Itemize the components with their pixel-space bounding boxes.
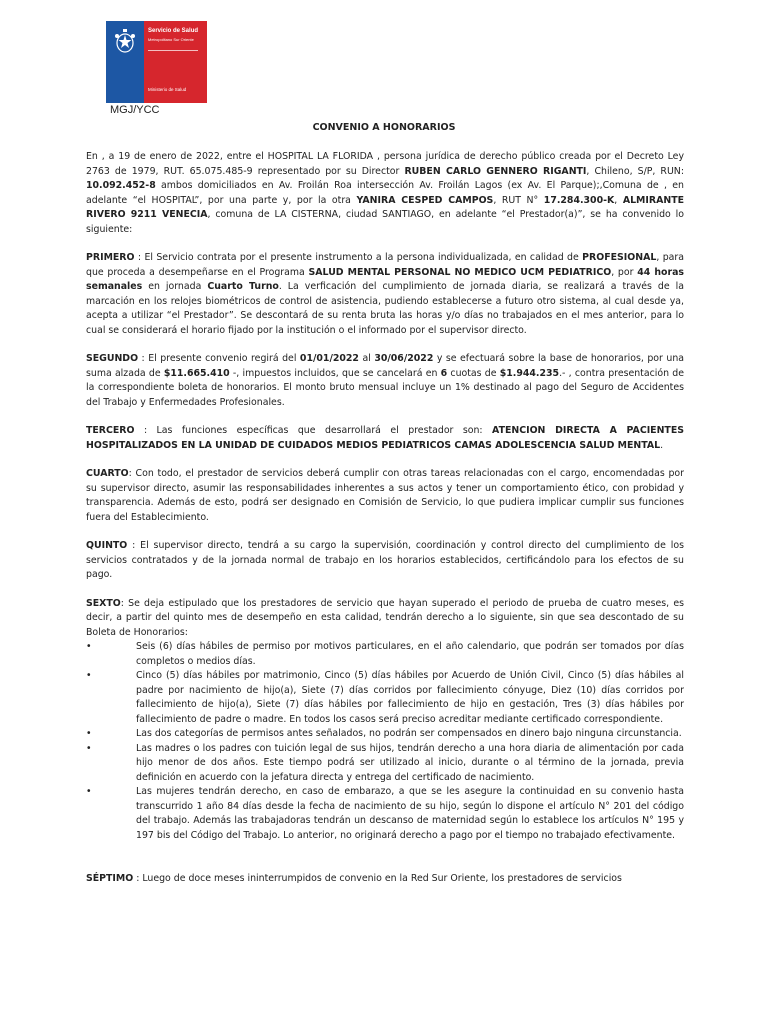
document-body: [86, 150, 684, 901]
list-item-text: Las dos categorías de permisos antes señalados, no podrán ser compensados en dinero bajo ninguna circunstancia.: [136, 728, 682, 739]
intro-text: En , a 19 de enero de 2022, entre el HOSPITAL LA FLORIDA , persona jurídica de derecho público creada por el Decreto Ley 2763 de 1979, RUT. 65.075.485-9 representado por su Director: [86, 151, 684, 177]
bullet-icon: •: [86, 786, 92, 797]
clause-sexto: [86, 597, 684, 641]
clause-text: , por: [611, 266, 638, 278]
clause-highlight: 01/01/2022: [299, 353, 359, 364]
clause-highlight: ATENCION DIRECTA A PACIENTES HOSPITALIZADOS EN LA UNIDAD DE CUIDADOS MEDIOS PEDIATRICOS CAMAS ADOLESCENCIA SALUD MENTAL: [86, 425, 684, 451]
list-item: [86, 640, 684, 669]
document-title: CONVENIO A HONORARIOS: [312, 122, 456, 133]
clause-text: y se efectuará sobre la base de honorarios, por una suma alzada de: [86, 353, 685, 379]
clause-text: : Se deja estipulado que los prestadores de servicio que hayan superado el periodo de prueba de cuatro meses, es decir, a partir del quinto mes de desempeño en esta calidad, tendrán derecho a lo siguiente, sin que sea descontado de su Boleta de Honorarios:: [86, 597, 684, 638]
clause-label: CUARTO: [86, 468, 129, 479]
clause-text: al: [358, 353, 375, 364]
logo-blue-band: [106, 21, 144, 103]
clause-cuarto: [86, 467, 684, 525]
clause-text: : Con todo, el prestador de servicios deberá cumplir con otras tareas relacionadas con el cargo, encomendadas por su supervisor directo, asumir las responsabilidades inherentes a sus actos y tener un comportamiento ético, con probidad y transparencia. Además de esto, podrá ser designado en Comisión de Servicio, lo que pudiera implicar cumplir sus funciones fuera del Establecimiento.: [86, 468, 684, 523]
clause-highlight: PROFESIONAL: [582, 252, 657, 263]
clause-highlight: $1.944.235: [499, 367, 560, 379]
clause-text: cuotas de: [447, 367, 500, 379]
clause-text: .- , contra presentación de la correspondiente boleta de honorarios. El monto bruto mensual incluye un 1% destinado al pago del Seguro de Accidentes del Trabajo y Enfermedades Profesionales.: [86, 367, 684, 408]
clause-highlight: Cuarto Turno: [207, 281, 279, 292]
coat-of-arms-icon: [106, 21, 144, 61]
clause-highlight: 6: [440, 367, 448, 379]
list-item: [86, 742, 684, 786]
bullet-icon: •: [86, 641, 92, 652]
bullet-icon: •: [86, 670, 92, 681]
clause-septimo: [86, 872, 684, 887]
director-name: RUBEN CARLO GENNERO RIGANTI: [404, 165, 587, 177]
logo-divider: [148, 50, 198, 51]
clause-label: QUINTO: [86, 540, 128, 551]
clause-text: -, impuestos incluidos, que se cancelará en: [229, 367, 441, 379]
clause-text: : El supervisor directo, tendrá a su cargo la supervisión, coordinación y control directo del cumplimiento de los servicios contratados y de la jornada normal de trabajo en los horarios establecidos, certificándolo para los efectos de su pago.: [86, 540, 684, 580]
clause-text: . La verficación del cumplimiento de jornada diaria, se realizará a través de la marcación en los relojes biométricos de control de asistencia, pudiendo establecerse a futuro otro sistema, al cual desde ya, acepta a utilizar “el Prestador”. Se descontará de su renta bruta las horas y/o días no trabajados en el mes anterior, para lo cual se considerará el horario fijado por la institución o el informado por el supervisor directo.: [86, 281, 685, 336]
clause-label: SÉPTIMO: [86, 873, 134, 884]
list-item: [86, 669, 684, 727]
clause-highlight: SALUD MENTAL PERSONAL NO MEDICO UCM PEDIATRICO: [308, 266, 612, 278]
intro-text: ,: [614, 194, 623, 206]
clause-text: : Luego de doce meses ininterrumpidos de convenio en la Red Sur Oriente, los prestadores de servicios: [133, 873, 622, 884]
logo-red-band: [144, 21, 207, 103]
clause-text: .: [660, 439, 664, 451]
provider-rut: 17.284.300-K: [543, 194, 615, 206]
benefits-list: [86, 640, 684, 843]
bullet-icon: •: [86, 742, 92, 754]
list-item: [86, 727, 684, 742]
clause-quinto: [86, 539, 684, 583]
intro-text: , Chileno, S/P, RUN:: [586, 165, 684, 177]
clause-label: SEXTO: [86, 597, 121, 609]
clause-primero: [86, 251, 684, 338]
clause-tercero: [86, 424, 684, 453]
clause-segundo: [86, 352, 684, 410]
logo-text-region: Metropolitano Sur Oriente: [148, 37, 194, 42]
bullet-icon: •: [86, 728, 92, 739]
clause-text: : El Servicio contrata por el presente instrumento a la persona individualizada, en calidad de: [134, 252, 583, 263]
clause-highlight: 30/06/2022: [374, 353, 434, 364]
list-item-text: Cinco (5) días hábiles por matrimonio, Cinco (5) días hábiles por Acuerdo de Unión Civil, Cinco (5) días hábiles al padre por nacimiento de hijo(a), Siete (7) días corridos por fallecimiento cónyuge, Diez (10) días corridos por fallecimiento de hijo(a), Siete (7) días hábiles por fallecimiento de hijo en gestación, Tres (3) días hábiles por fallecimiento de padre o madre. En todos los casos será preciso acreditar mediante certificado correspondiente.: [136, 670, 684, 725]
list-item-text: Las mujeres tendrán derecho, en caso de embarazo, a que se les asegure la continuidad en su convenio hasta transcurrido 1 año 84 días desde la fecha de nacimiento de su hijo, según lo dispone el artículo N° 201 del código del trabajo. Además las trabajadoras tendrán un descanso de maternidad según lo establece los artículos N° 195 y 197 bis del Código del Trabajo. Lo anterior, no originará derecho a pago por el tiempo no trabajado efectivamente.: [136, 786, 684, 841]
clause-label: TERCERO: [86, 425, 135, 436]
clause-text: en jornada: [142, 281, 208, 292]
list-item-text: Las madres o los padres con tuición legal de sus hijos, tendrán derecho a una hora diaria de alimentación por cada hijo menor de dos años. Este tiempo podrá ser utilizado al inicio, durante o al término de la jornada, previa definición en acuerdo con la jefatura directa y entrega del certificado de nacimiento.: [136, 742, 684, 783]
clause-text: , para que proceda a desempeñarse en el Programa: [86, 252, 684, 278]
clause-highlight: 44 horas semanales: [86, 266, 684, 292]
provider-address: ALMIRANTE RIVERO 9211 VENECIA: [86, 194, 684, 220]
clause-label: PRIMERO: [86, 252, 135, 263]
intro-text: ambos domiciliados en Av. Froilán Roa intersección Av. Froilán Lagos (ex Av. El Parque);,Comuna de , en adelante “el HOSPITAL”, por una parte y, por la otra: [86, 180, 684, 206]
intro-text: , RUT N°: [493, 194, 544, 206]
logo-text-ministry: Ministerio de Salud: [148, 87, 187, 92]
director-run: 10.092.452-8: [86, 180, 156, 191]
list-item-text: Seis (6) días hábiles de permiso por motivos particulares, en el año calendario, que podrán ser tomados por días completos o medios días.: [136, 641, 684, 667]
reference-code: MGJ/YCC: [110, 104, 160, 116]
intro-text: , comuna de LA CISTERNA, ciudad SANTIAGO, en adelante “el Prestador(a)”, se ha convenido lo siguiente:: [86, 209, 684, 235]
clause-label: SEGUNDO: [86, 353, 139, 364]
ministry-logo: [106, 21, 207, 103]
clause-text: : El presente convenio regirá del: [138, 353, 300, 364]
clause-highlight: $11.665.410: [163, 367, 230, 379]
intro-paragraph: [86, 150, 684, 237]
logo-text-service: Servicio de Salud: [148, 28, 199, 34]
provider-name: YANIRA CESPED CAMPOS: [356, 194, 494, 206]
list-item: [86, 785, 684, 843]
clause-text: : Las funciones específicas que desarrollará el prestador son:: [134, 425, 493, 436]
